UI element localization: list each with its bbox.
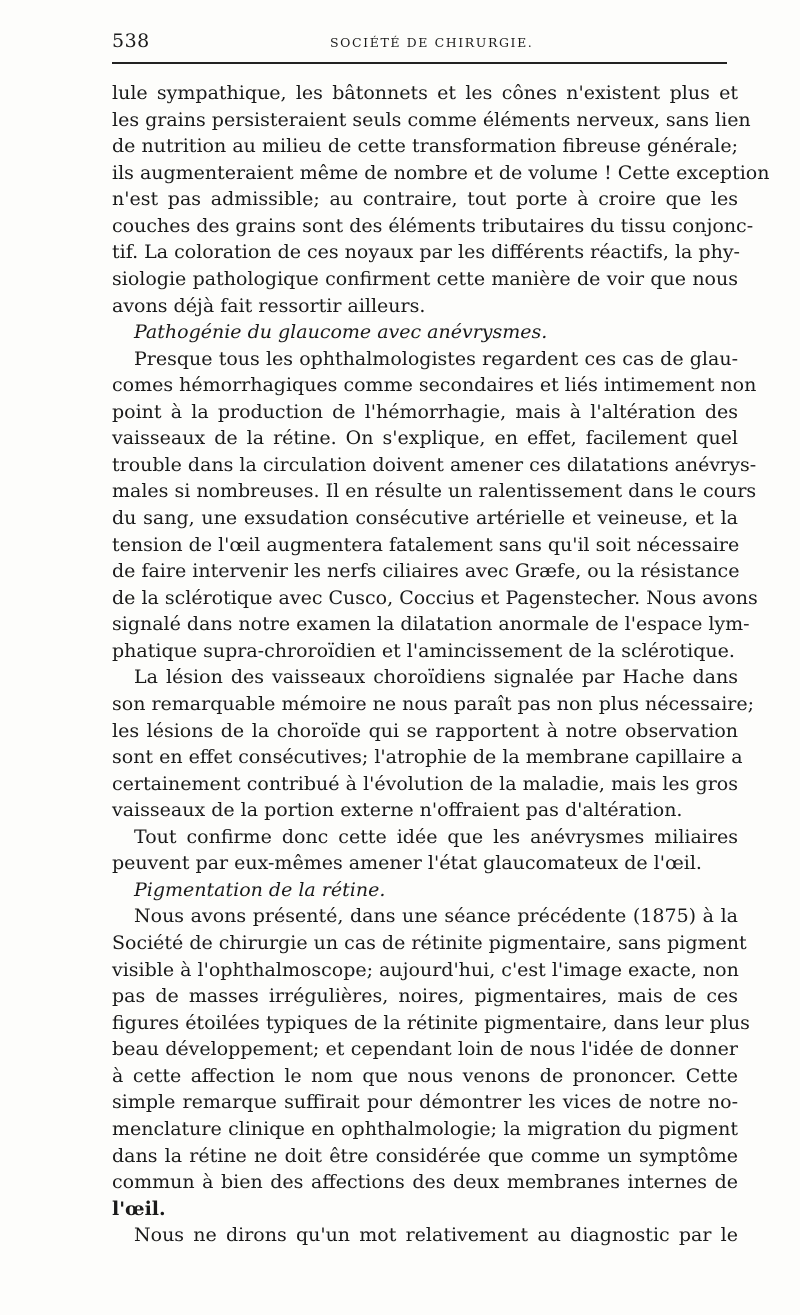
text-line: vaisseaux de la rétine. On s'explique, en effet, facilement quel bbox=[112, 427, 738, 450]
text-line: du sang, une exsudation consécutive artérielle et veineuse, et la bbox=[112, 507, 738, 529]
text-line: figures étoilées typiques de la rétinite pigmentaire, dans leur plus bbox=[112, 1011, 750, 1034]
text-line: dans la rétine ne doit être considérée que comme un symptôme bbox=[112, 1144, 738, 1167]
body-text bbox=[112, 80, 770, 1249]
section-heading: Pathogénie du glaucome avec anévrysmes. bbox=[134, 321, 548, 344]
text-line: Presque tous les ophthalmologistes regardent ces cas de glau- bbox=[134, 347, 738, 370]
text-line: son remarquable mémoire ne nous paraît pas non plus nécessaire; bbox=[112, 692, 755, 715]
text-line: vaisseaux de la portion externe n'offraient pas d'altération. bbox=[112, 799, 683, 822]
text-line: tif. La coloration de ces noyaux par les différents réactifs, la phy- bbox=[112, 241, 740, 264]
text-line: menclature clinique en ophthalmologie; la migration du pigment bbox=[112, 1117, 738, 1140]
text-line: lule sympathique, les bâtonnets et les cônes n'existent plus et bbox=[112, 82, 738, 104]
text-line: La lésion des vaisseaux choroïdiens signalée par Hache dans bbox=[134, 666, 738, 689]
text-line: simple remarque suffirait pour démontrer les vices de notre no- bbox=[112, 1091, 738, 1114]
text-line: visible à l'ophthalmoscope; aujourd'hui, c'est l'image exacte, non bbox=[112, 958, 739, 981]
text-line: de la sclérotique avec Cusco, Coccius et Pagenstecher. Nous avons bbox=[112, 586, 758, 609]
text-line: pas de masses irrégulières, noires, pigmentaires, mais de ces bbox=[112, 985, 738, 1008]
text-line: l'œil. bbox=[112, 1197, 166, 1220]
text-line: signalé dans notre examen la dilatation anormale de l'espace lym- bbox=[112, 613, 750, 636]
text-line: point à la production de l'hémorrhagie, mais à l'altération des bbox=[112, 400, 738, 423]
text-line: sont en effet consécutives; l'atrophie de la membrane capillaire a bbox=[112, 746, 743, 769]
page-number: 538 bbox=[112, 30, 150, 52]
text-line: males si nombreuses. Il en résulte un ralentissement dans le cours bbox=[112, 480, 757, 503]
text-line: ils augmenteraient même de nombre et de volume ! Cette exception bbox=[112, 161, 770, 184]
text-line: phatique supra-chroroïdien et l'amincissement de la sclérotique. bbox=[112, 639, 735, 662]
text-line: couches des grains sont des éléments tributaires du tissu conjonc- bbox=[112, 214, 754, 237]
text-line: les lésions de la choroïde qui se rapportent à notre observation bbox=[112, 719, 738, 742]
text-line: tension de l'œil augmentera fatalement sans qu'il soit nécessaire bbox=[112, 533, 740, 556]
text-line: Société de chirurgie un cas de rétinite pigmentaire, sans pigment bbox=[112, 932, 747, 954]
text-line: à cette affection le nom que nous venons de prononcer. Cette bbox=[112, 1064, 738, 1087]
text-line: Tout confirme donc cette idée que les anévrysmes miliaires bbox=[134, 825, 738, 848]
text-line: les grains persisteraient seuls comme éléments nerveux, sans lien bbox=[112, 108, 751, 131]
text-line: beau développement; et cependant loin de nous l'idée de donner bbox=[112, 1038, 738, 1061]
running-head: SOCIÉTÉ DE CHIRURGIE. bbox=[330, 35, 534, 50]
text-line: Nous ne dirons qu'un mot relativement au diagnostic par le bbox=[134, 1224, 738, 1247]
text-line: Nous avons présenté, dans une séance précédente (1875) à la bbox=[134, 905, 738, 928]
text-line: de faire intervenir les nerfs ciliaires avec Græfe, ou la résistance bbox=[112, 560, 740, 583]
section-heading: Pigmentation de la rétine. bbox=[134, 878, 386, 901]
text-line: peuvent par eux-mêmes amener l'état glaucomateux de l'œil. bbox=[112, 852, 702, 875]
text-line: avons déjà fait ressortir ailleurs. bbox=[112, 294, 426, 317]
page-header bbox=[112, 26, 727, 56]
text-line: trouble dans la circulation doivent amener ces dilatations anévrys- bbox=[112, 453, 757, 476]
header-rule bbox=[112, 62, 727, 64]
text-line: siologie pathologique confirment cette manière de voir que nous bbox=[112, 267, 738, 290]
text-line: de nutrition au milieu de cette transformation fibreuse générale; bbox=[112, 135, 738, 158]
text-line: comes hémorrhagiques comme secondaires et liés intimement non bbox=[112, 374, 757, 397]
text-line: commun à bien des affections des deux membranes internes de bbox=[112, 1171, 738, 1194]
text-line: n'est pas admissible; au contraire, tout porte à croire que les bbox=[112, 188, 738, 211]
text-line: certainement contribué à l'évolution de la maladie, mais les gros bbox=[112, 772, 738, 795]
